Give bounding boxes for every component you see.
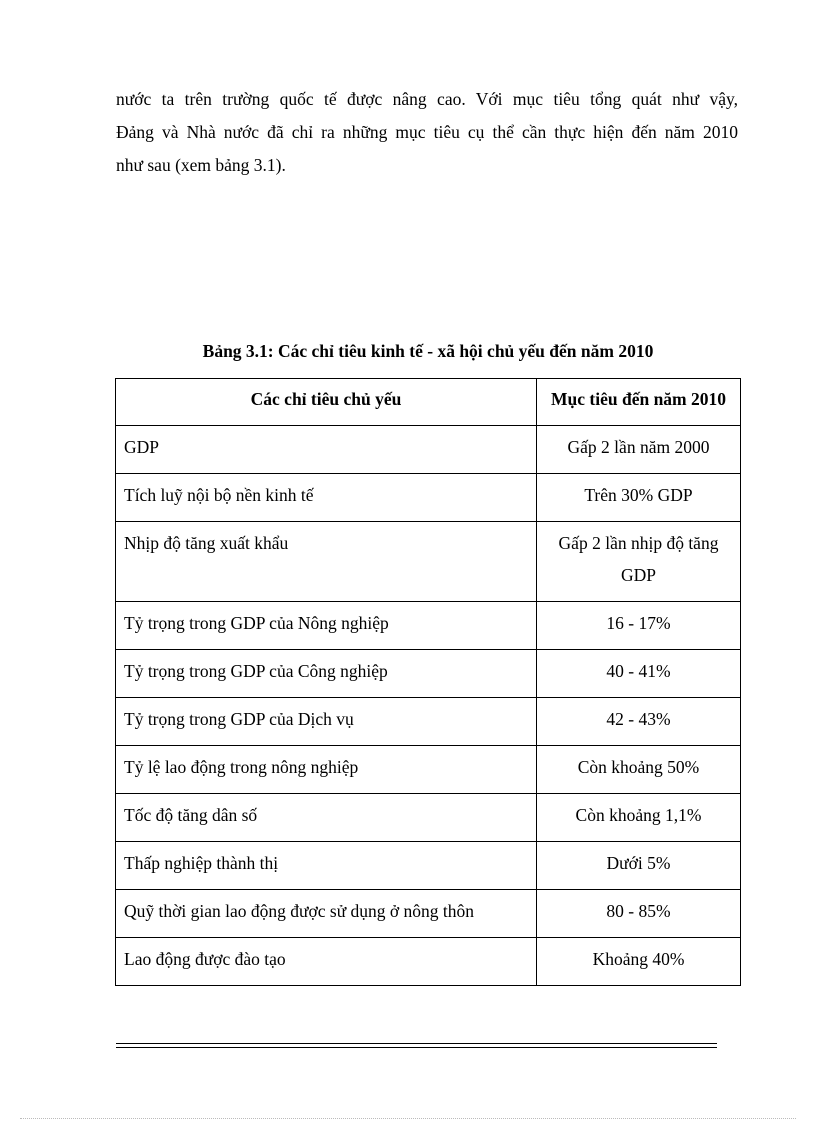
target-cell: Gấp 2 lần năm 2000 xyxy=(537,426,741,474)
target-cell: 42 - 43% xyxy=(537,698,741,746)
indicator-cell: Thấp nghiệp thành thị xyxy=(116,842,537,890)
body-paragraph xyxy=(116,83,738,182)
paragraph-line: Đảng và Nhà nước đã chỉ ra những mục tiêu cụ thể cần thực hiện đến năm 2010 xyxy=(116,122,738,142)
target-cell: Gấp 2 lần nhịp độ tăng GDP xyxy=(537,522,741,602)
target-cell: Dưới 5% xyxy=(537,842,741,890)
footer-rule-bottom xyxy=(116,1047,717,1048)
table-row xyxy=(116,602,741,650)
table-row xyxy=(116,890,741,938)
page-edge-dotted-line xyxy=(20,1118,796,1119)
table-row xyxy=(116,474,741,522)
indicator-cell: Tốc độ tăng dân số xyxy=(116,794,537,842)
indicator-cell: Tích luỹ nội bộ nền kinh tế xyxy=(116,474,537,522)
table-row xyxy=(116,746,741,794)
target-cell: Còn khoảng 50% xyxy=(537,746,741,794)
target-cell: Còn khoảng 1,1% xyxy=(537,794,741,842)
header-indicator: Các chỉ tiêu chủ yếu xyxy=(116,379,537,426)
table-row xyxy=(116,698,741,746)
indicator-cell: Quỹ thời gian lao động được sử dụng ở nông thôn xyxy=(116,890,537,938)
target-cell: 40 - 41% xyxy=(537,650,741,698)
table-row xyxy=(116,650,741,698)
header-target: Mục tiêu đến năm 2010 xyxy=(537,379,741,426)
paragraph-line: nước ta trên trường quốc tế được nâng cao. Với mục tiêu tổng quát như vậy, xyxy=(116,89,738,109)
footer-rule-top xyxy=(116,1043,717,1044)
indicator-cell: Tỷ lệ lao động trong nông nghiệp xyxy=(116,746,537,794)
indicator-cell: Nhịp độ tăng xuất khẩu xyxy=(116,522,537,602)
table-header-row xyxy=(116,379,741,426)
indicator-cell: Tỷ trọng trong GDP của Dịch vụ xyxy=(116,698,537,746)
target-cell: 80 - 85% xyxy=(537,890,741,938)
table-row xyxy=(116,522,741,602)
table-row xyxy=(116,426,741,474)
target-cell: Trên 30% GDP xyxy=(537,474,741,522)
target-cell: Khoảng 40% xyxy=(537,938,741,986)
indicators-table xyxy=(115,378,741,986)
table-row xyxy=(116,794,741,842)
indicator-cell: Tỷ trọng trong GDP của Công nghiệp xyxy=(116,650,537,698)
paragraph-line: như sau (xem bảng 3.1). xyxy=(116,155,286,175)
target-cell: 16 - 17% xyxy=(537,602,741,650)
table-caption: Bảng 3.1: Các chỉ tiêu kinh tế - xã hội chủ yếu đến năm 2010 xyxy=(202,341,654,361)
indicator-cell: Tỷ trọng trong GDP của Nông nghiệp xyxy=(116,602,537,650)
indicator-cell: Lao động được đào tạo xyxy=(116,938,537,986)
indicator-cell: GDP xyxy=(116,426,537,474)
table-row xyxy=(116,938,741,986)
table-row xyxy=(116,842,741,890)
